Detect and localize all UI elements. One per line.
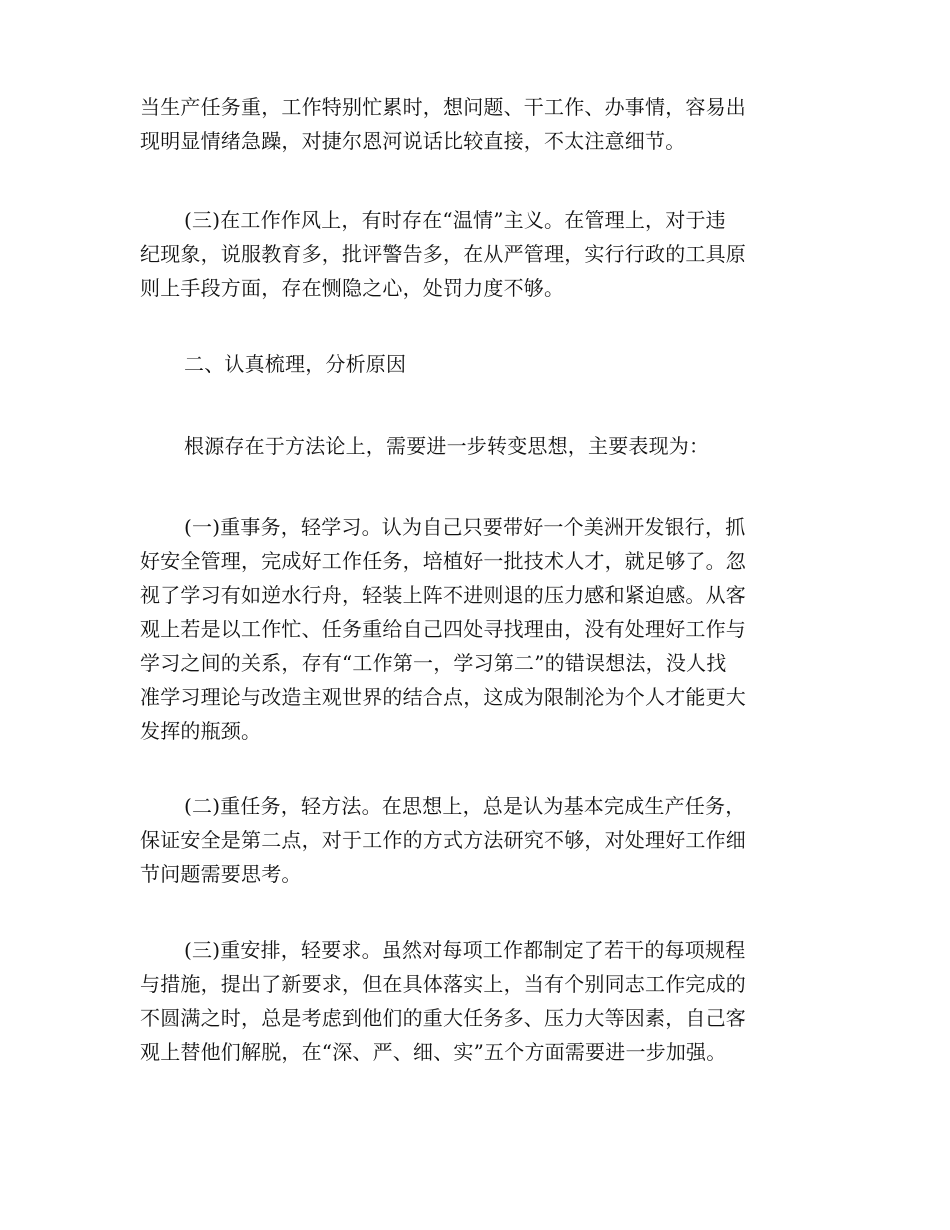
paragraph-study xyxy=(140,510,800,748)
text-line: 观上替他们解脱，在“深、严、细、实”五个方面需要进一步加强。 xyxy=(140,1040,727,1064)
text-line: 节问题需要思考。 xyxy=(140,862,302,886)
text-line: (二)重任务，轻方法。在思想上，总是认为基本完成生产任务， xyxy=(184,794,746,818)
text-line: (三)在工作作风上，有时存在“温情”主义。在管理上，对于违 xyxy=(184,208,726,232)
text-line: 观上若是以工作忙、任务重给自己四处寻找理由，没有处理好工作与 xyxy=(140,617,746,641)
text-line: (一)重事务，轻学习。认为自己只要带好一个美洲开发银行，抓 xyxy=(184,515,746,539)
text-line: 与措施，提出了新要求，但在具体落实上，当有个别同志工作完成的 xyxy=(140,972,746,996)
text-line: 保证安全是第二点，对于工作的方式方法研究不够，对处理好工作细 xyxy=(140,828,746,852)
text-line: 好安全管理，完成好工作任务，培植好一批技术人才，就足够了。忽 xyxy=(140,549,746,573)
paragraph-root-cause xyxy=(140,429,800,463)
text-line: 当生产任务重，工作特别忙累时，想问题、干工作、办事情，容易出 xyxy=(140,95,746,119)
text-line: 发挥的瓶颈。 xyxy=(140,719,262,743)
paragraph-method xyxy=(140,789,800,891)
text-line: (三)重安排，轻要求。虽然对每项工作都制定了若干的每项规程 xyxy=(184,938,746,962)
text-line: 学习之间的关系，存有“工作第一，学习第二”的错误想法，没人找 xyxy=(140,651,727,675)
text-line: 准学习理论与改造主观世界的结合点，这成为限制沦为个人才能更大 xyxy=(140,685,746,709)
text-line: 现明显情绪急躁，对捷尔恩河说话比较直接，不太注意细节。 xyxy=(140,129,686,153)
paragraph-continuation xyxy=(140,90,800,158)
heading-line: 二、认真梳理，分析原因 xyxy=(184,352,407,376)
text-line: 根源存在于方法论上，需要进一步转变思想，主要表现为： xyxy=(184,434,710,458)
text-line: 则上手段方面，存在恻隐之心，处罚力度不够。 xyxy=(140,276,565,300)
paragraph-work-style xyxy=(140,203,800,305)
paragraph-requirements xyxy=(140,933,800,1069)
section-heading xyxy=(140,347,800,381)
text-line: 纪现象，说服教育多，批评警告多，在从严管理，实行行政的工具原 xyxy=(140,242,746,266)
text-line: 视了学习有如逆水行舟，轻装上阵不进则退的压力感和紧迫感。从客 xyxy=(140,583,746,607)
text-line: 不圆满之时，总是考虑到他们的重大任务多、压力大等因素，自己客 xyxy=(140,1006,746,1030)
